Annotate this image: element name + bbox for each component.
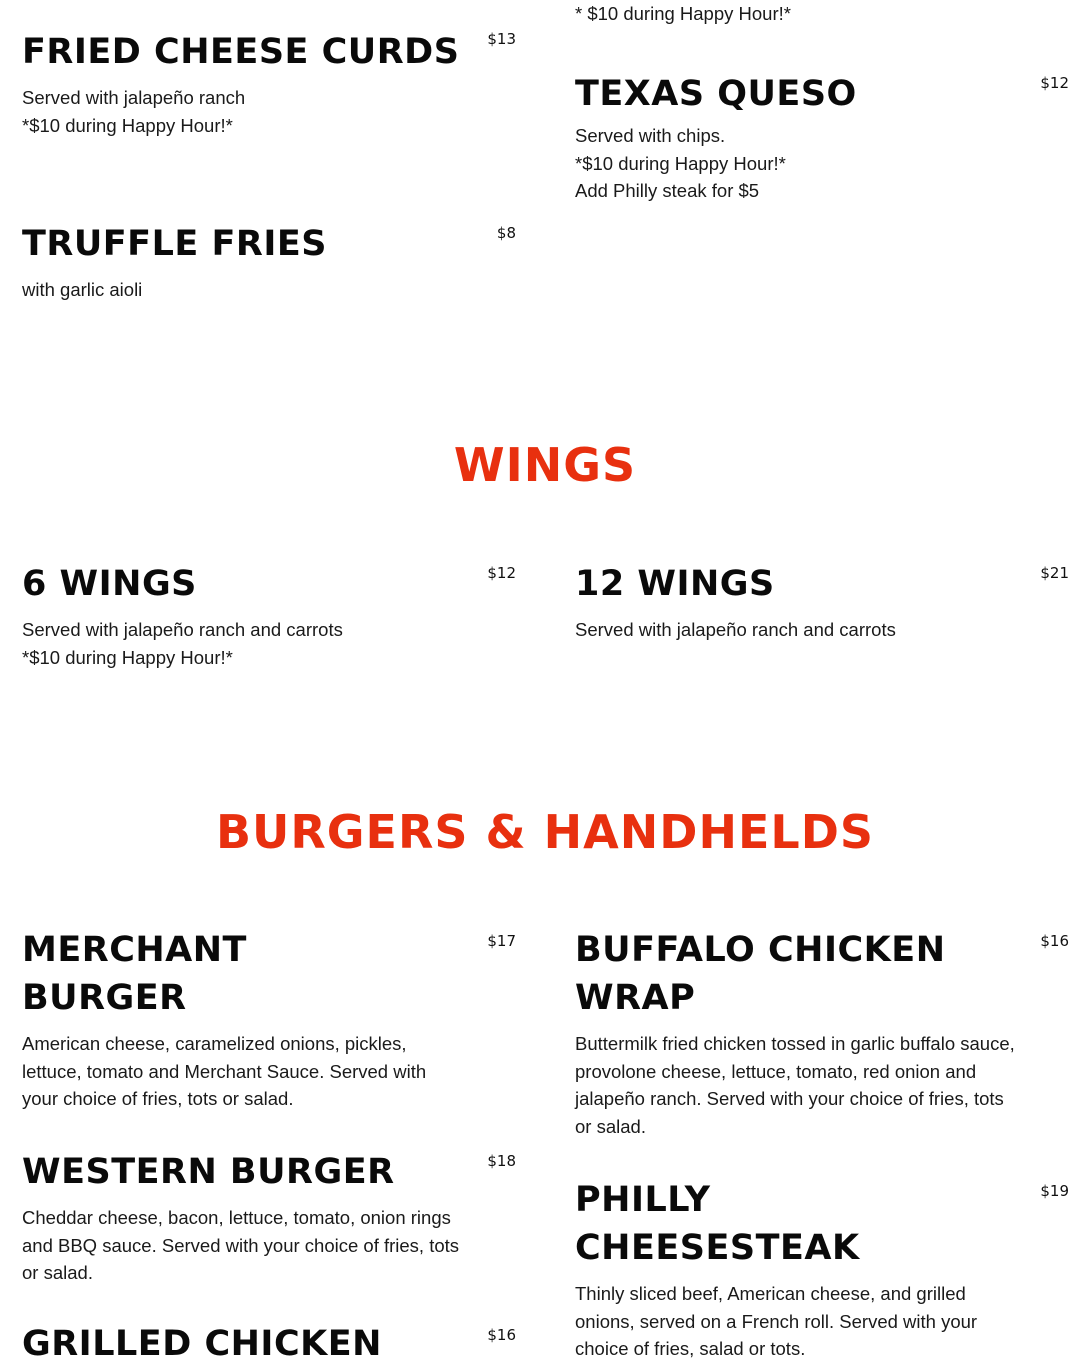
desc-line: Thinly sliced beef, American cheese, and grilled onions, served on a French roll. Served with your choice of fries, salad or tots. bbox=[575, 1283, 978, 1359]
desc-line: Buttermilk fried chicken tossed in garlic buffalo sauce, provolone cheese, lettuce, tomato, red onion and jalapeño ranch. Served with your choice of fries, tots or salad. bbox=[575, 1033, 1015, 1137]
item-name: FRIED CHEESE CURDS bbox=[22, 32, 460, 72]
item-price: $13 bbox=[487, 30, 516, 48]
menu-item-truffle-fries bbox=[22, 220, 516, 304]
menu-item-western-burger bbox=[22, 1148, 516, 1287]
item-price: $12 bbox=[487, 564, 516, 582]
desc-line: *$10 during Happy Hour!* bbox=[22, 646, 233, 668]
menu-item-grilled-chicken bbox=[22, 1320, 516, 1368]
item-name: BUFFALO CHICKEN WRAP bbox=[575, 930, 946, 1018]
section-title-wings: WINGS bbox=[453, 438, 637, 492]
item-price: $17 bbox=[487, 932, 516, 950]
desc-line: Add Philly steak for $5 bbox=[575, 180, 760, 201]
item-price: $21 bbox=[1040, 564, 1069, 582]
menu-item-6-wings bbox=[22, 560, 516, 671]
menu-item-merchant-burger bbox=[22, 926, 516, 1113]
item-description bbox=[575, 1280, 1015, 1363]
item-description bbox=[22, 1204, 462, 1287]
item-price: $16 bbox=[487, 1326, 516, 1344]
item-price: $18 bbox=[487, 1152, 516, 1170]
item-name: PHILLY CHEESESTEAK bbox=[575, 1180, 860, 1268]
menu-item-texas-queso bbox=[575, 70, 1069, 205]
menu-item-12-wings bbox=[575, 560, 1069, 644]
desc-line: Served with chips. bbox=[575, 125, 726, 146]
item-description bbox=[22, 84, 462, 139]
desc-line: Served with jalapeño ranch and carrots bbox=[575, 619, 896, 640]
desc-line: Served with jalapeño ranch bbox=[22, 87, 246, 108]
desc-line: Cheddar cheese, bacon, lettuce, tomato, onion rings and BBQ sauce. Served with your choice of fries, tots or salad. bbox=[22, 1207, 460, 1283]
desc-line: *$10 during Happy Hour!* bbox=[575, 152, 786, 174]
desc-line: American cheese, caramelized onions, pickles, lettuce, tomato and Merchant Sauce. Served with your choice of fries, tots or salad. bbox=[22, 1033, 427, 1109]
desc-line: *$10 during Happy Hour!* bbox=[22, 114, 233, 136]
item-description bbox=[575, 1030, 1015, 1140]
happy-hour-note: * $10 during Happy Hour!* bbox=[575, 3, 791, 24]
item-description bbox=[22, 1030, 462, 1113]
section-title-burgers-handhelds: BURGERS & HANDHELDS bbox=[215, 805, 875, 859]
item-name: TEXAS QUESO bbox=[575, 74, 857, 114]
item-name: MERCHANT BURGER bbox=[22, 930, 247, 1018]
item-description bbox=[575, 616, 1015, 644]
item-name: TRUFFLE FRIES bbox=[22, 224, 327, 264]
item-name: 12 WINGS bbox=[575, 564, 775, 604]
item-price: $8 bbox=[496, 224, 516, 242]
menu-item-buffalo-chicken-wrap bbox=[575, 926, 1069, 1140]
item-description bbox=[575, 122, 1015, 205]
item-name: GRILLED CHICKEN bbox=[22, 1324, 382, 1364]
item-name: 6 WINGS bbox=[22, 564, 197, 604]
item-price: $19 bbox=[1040, 1182, 1069, 1200]
item-description bbox=[22, 616, 462, 671]
item-description bbox=[22, 276, 462, 304]
menu-item-philly-cheesesteak bbox=[575, 1176, 1069, 1363]
item-price: $16 bbox=[1040, 932, 1069, 950]
item-name: WESTERN BURGER bbox=[22, 1152, 395, 1192]
menu-item-fried-cheese-curds bbox=[22, 28, 516, 139]
desc-line: Served with jalapeño ranch and carrots bbox=[22, 619, 343, 640]
item-price: $12 bbox=[1040, 74, 1069, 92]
desc-line: with garlic aioli bbox=[22, 279, 143, 300]
